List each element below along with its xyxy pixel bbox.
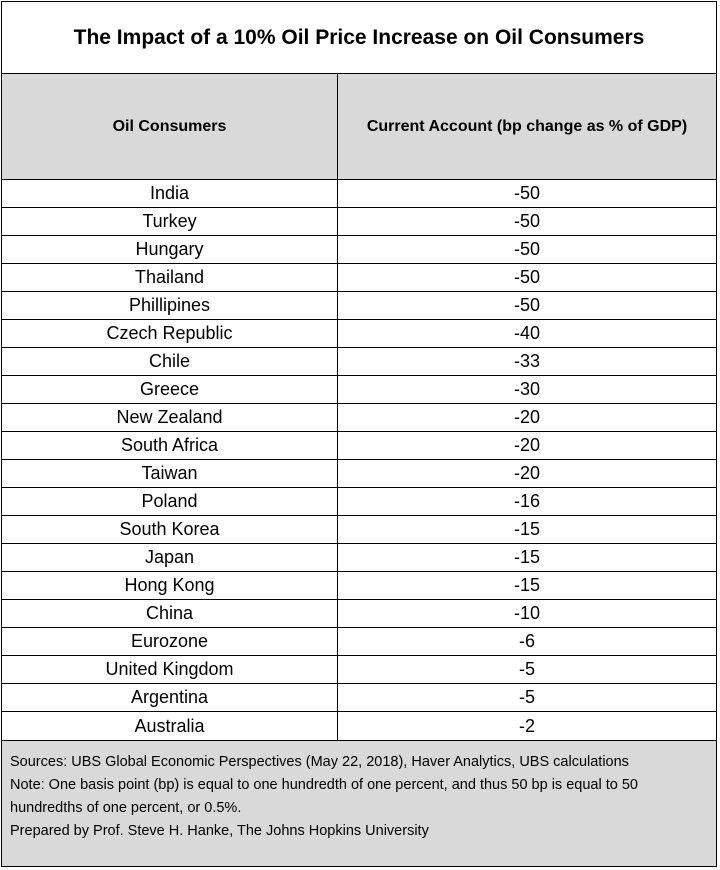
country-cell: India bbox=[2, 180, 338, 207]
value-cell: -20 bbox=[513, 435, 540, 455]
country-cell: South Korea bbox=[2, 516, 338, 543]
table-row bbox=[2, 460, 716, 488]
value-cell: -50 bbox=[513, 267, 540, 287]
table-title: The Impact of a 10% Oil Price Increase on Oil Consumers bbox=[2, 2, 716, 74]
table-row bbox=[2, 264, 716, 292]
country-cell: Turkey bbox=[2, 208, 338, 235]
value-cell: -20 bbox=[513, 407, 540, 427]
country-cell: Hong Kong bbox=[2, 572, 338, 599]
value-cell: -5 bbox=[518, 687, 535, 707]
table-frame bbox=[1, 1, 717, 867]
table-row bbox=[2, 684, 716, 712]
table-row bbox=[2, 628, 716, 656]
country-cell: Czech Republic bbox=[2, 320, 338, 347]
sources-note: Sources: UBS Global Economic Perspectives (May 22, 2018), Haver Analytics, UBS calculations bbox=[10, 754, 629, 770]
value-cell: -30 bbox=[513, 379, 540, 399]
value-cell: -10 bbox=[513, 603, 540, 623]
country-cell: China bbox=[2, 600, 338, 627]
value-cell: -20 bbox=[513, 463, 540, 483]
table-row bbox=[2, 544, 716, 572]
value-cell: -33 bbox=[513, 351, 540, 371]
country-cell: South Africa bbox=[2, 432, 338, 459]
prepared-by-note: Prepared by Prof. Steve H. Hanke, The Johns Hopkins University bbox=[10, 823, 429, 839]
country-cell: Taiwan bbox=[2, 460, 338, 487]
value-cell: -50 bbox=[513, 183, 540, 203]
table-row bbox=[2, 432, 716, 460]
basis-point-note: Note: One basis point (bp) is equal to one hundredth of one percent, and thus 50 bp is equal to 50 hundredths of one percent, or 0.5%. bbox=[10, 777, 638, 816]
table-row bbox=[2, 656, 716, 684]
value-cell: -50 bbox=[513, 211, 540, 231]
country-cell: Argentina bbox=[2, 684, 338, 711]
column-header-oil-consumers: Oil Consumers bbox=[2, 74, 338, 179]
country-cell: United Kingdom bbox=[2, 656, 338, 683]
country-cell: Hungary bbox=[2, 236, 338, 263]
value-cell: -50 bbox=[513, 239, 540, 259]
value-cell: -6 bbox=[518, 631, 535, 651]
value-cell: -15 bbox=[513, 519, 540, 539]
country-cell: Eurozone bbox=[2, 628, 338, 655]
country-cell: New Zealand bbox=[2, 404, 338, 431]
value-cell: -2 bbox=[518, 715, 535, 736]
value-cell: -15 bbox=[513, 547, 540, 567]
country-cell: Phillipines bbox=[2, 292, 338, 319]
table-row bbox=[2, 600, 716, 628]
country-cell: Australia bbox=[2, 712, 338, 740]
table-row bbox=[2, 348, 716, 376]
table-row bbox=[2, 516, 716, 544]
table-row bbox=[2, 180, 716, 208]
country-cell: Japan bbox=[2, 544, 338, 571]
table-row bbox=[2, 236, 716, 264]
country-cell: Chile bbox=[2, 348, 338, 375]
table-footer bbox=[2, 740, 716, 866]
table-row bbox=[2, 292, 716, 320]
table-body bbox=[2, 180, 716, 740]
table-row bbox=[2, 208, 716, 236]
column-header-current-account: Current Account (bp change as % of GDP) bbox=[366, 117, 688, 135]
table-row bbox=[2, 712, 716, 740]
value-cell: -16 bbox=[513, 491, 540, 511]
table-row bbox=[2, 404, 716, 432]
country-cell: Poland bbox=[2, 488, 338, 515]
country-cell: Thailand bbox=[2, 264, 338, 291]
value-cell: -40 bbox=[513, 323, 540, 343]
table-row bbox=[2, 488, 716, 516]
value-cell: -5 bbox=[518, 659, 535, 679]
value-cell: -15 bbox=[513, 575, 540, 595]
table-header bbox=[2, 74, 716, 180]
table-row bbox=[2, 376, 716, 404]
table-row bbox=[2, 320, 716, 348]
table-row bbox=[2, 572, 716, 600]
country-cell: Greece bbox=[2, 376, 338, 403]
value-cell: -50 bbox=[513, 295, 540, 315]
